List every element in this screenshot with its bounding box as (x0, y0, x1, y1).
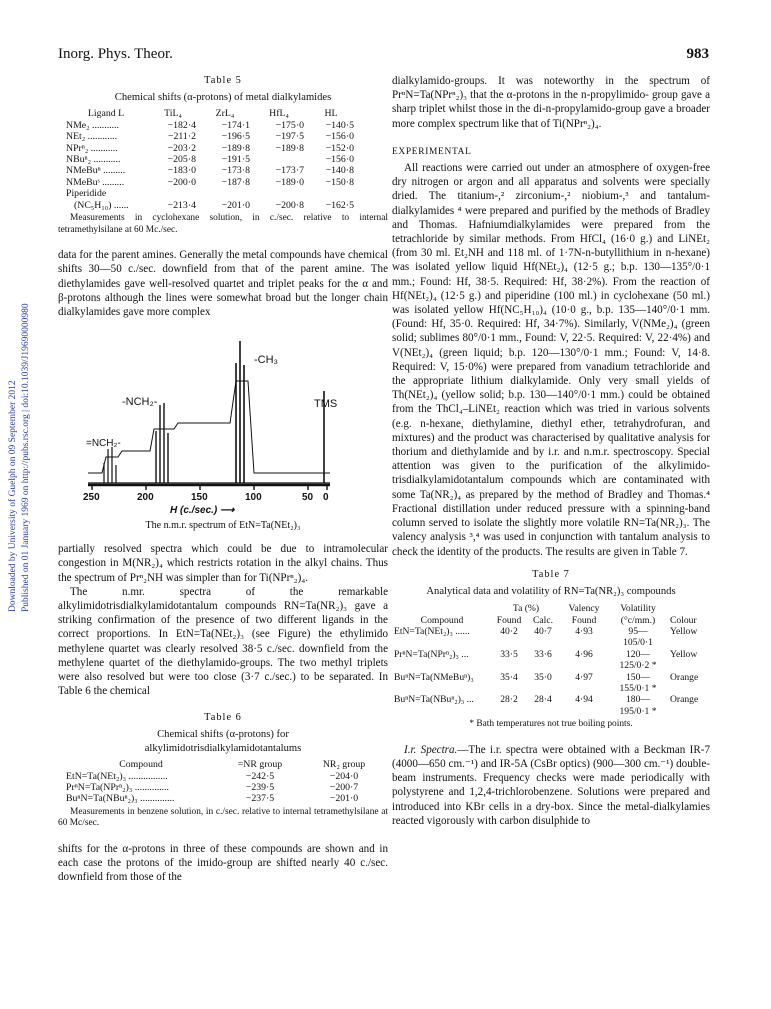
left-paragraph-2: partially resolved spectra which could be due to intramolecular congestion in M(NR₂)₄ which restricts rotation in the alkyl chains. Thus the spectrum of Prⁿ₂NH was simpler than for Ti(NPrⁿ₂)₄. (58, 543, 388, 584)
table-cell (392, 706, 492, 717)
table7-group-ta: Ta (%) (512, 603, 540, 615)
table-cell: NMeBuⁿ ......... (66, 165, 126, 177)
table-cell: −189·8 (221, 142, 250, 154)
table-cell (668, 637, 700, 648)
right-paragraph-3 (392, 743, 710, 828)
table7-col-valency-found: Found (571, 614, 597, 626)
table-cell: −204·0 (329, 770, 359, 782)
table-cell: PrⁿN=Ta(NPrⁿ₂)₃ ... (394, 648, 469, 660)
table7 (392, 603, 700, 717)
table-cell: 95— (628, 625, 648, 637)
table-cell (668, 683, 700, 694)
table-cell (492, 683, 526, 694)
table-row (392, 626, 700, 637)
table-cell (392, 637, 492, 648)
table-cell: NPrⁿ₂ ........... (66, 142, 118, 154)
table-cell: −213·4 (167, 199, 196, 211)
table-cell: 28·2 (500, 694, 518, 706)
figure-caption: The n.m.r. spectrum of EtN=Ta(NEt₂)₃ (145, 520, 301, 532)
table5-note: Measurements in cyclohexane solution, in c./sec. relative to internal tetramethylsilane at 60 Mc./sec. (58, 213, 388, 235)
table-row (64, 143, 356, 154)
table-cell (492, 706, 526, 717)
table5-col-ligand: Ligand L (87, 108, 125, 120)
table-cell: −183·0 (167, 165, 196, 177)
axis-tick: 50 (302, 492, 314, 504)
axis-tick: 100 (245, 492, 262, 504)
table-row (64, 188, 356, 199)
table-cell: BuⁿN=Ta(NBuⁿ₂)₃ ... (394, 694, 474, 706)
table-row (392, 683, 700, 694)
table-cell: −196·5 (221, 131, 250, 143)
table-cell: −173·7 (275, 165, 304, 177)
table-cell: −140·5 (325, 119, 354, 131)
table-cell: NMe₂ ........... (66, 119, 119, 131)
table5 (64, 108, 356, 211)
table-cell (198, 188, 252, 199)
table-cell: 28·4 (534, 694, 552, 706)
table-cell: 105/0·1 (623, 637, 653, 649)
label-nch2: -NCH₂- (122, 396, 158, 409)
table-row (392, 672, 700, 683)
table6-col-nr2: NR₂ group (322, 759, 366, 771)
table-cell: 4·93 (575, 625, 593, 637)
table-cell (252, 188, 306, 199)
table-row (64, 782, 386, 793)
table-cell (492, 637, 526, 648)
table-row (64, 120, 356, 131)
axis-tick: 200 (137, 492, 154, 504)
download-notice-line-1: Downloaded by University of Guelph on 09 September 2012 (8, 380, 18, 612)
table-cell (526, 706, 560, 717)
table7-group-header (392, 603, 700, 614)
axis-unit: H (c./sec.) ⟶ (170, 505, 235, 517)
table-cell: −173·8 (221, 165, 250, 177)
download-notice-line-2[interactable]: Published on 01 January 1969 on http://pubs.rsc.org | doi:10.1039/J19690000980 (21, 303, 31, 612)
right-column (392, 74, 710, 828)
table-cell (526, 637, 560, 648)
table-cell: −200·0 (167, 176, 196, 188)
table-cell: 4·94 (575, 694, 593, 706)
table-cell: −203·2 (167, 142, 196, 154)
table-cell: −201·0 (329, 793, 359, 805)
table6-header-row (64, 759, 386, 770)
nmr-spectrum-svg (58, 323, 388, 533)
table-cell: 195/0·1 * (619, 705, 657, 717)
table-cell: −200·8 (275, 199, 304, 211)
table-row (392, 637, 700, 648)
table-cell: −162·5 (325, 199, 354, 211)
table-cell: −189·0 (275, 176, 304, 188)
table-row (392, 694, 700, 705)
table-cell (560, 706, 608, 717)
table-cell: −205·8 (167, 154, 196, 166)
table-cell: −174·1 (221, 119, 250, 131)
table-row (64, 165, 356, 176)
right-paragraph-1: dialkylamido-groups. It was noteworthy in the spectrum of PrⁿN=Ta(NPrⁿ₂)₃ that the α-protons in the n-propylimido- group gave a sharp triplet whilst those in the di-n-propylamido-group gave a broader more complex spectrum like that of Ti(NPrⁿ₂)₄. (392, 75, 710, 130)
table6-note: Measurements in benzene solution, in c./sec. relative to internal tetramethylsilane at 60 Mc/sec. (58, 806, 388, 829)
table-cell: 35·4 (500, 671, 518, 683)
table-cell: BuⁿN=Ta(NBuⁿ₂)₃ .............. (66, 793, 175, 805)
journal-title: Inorg. Phys. Theor. (58, 46, 173, 62)
page-number: 983 (686, 46, 709, 62)
table5-col-ti: TiL₄ (164, 108, 182, 120)
table6-caption: Chemical shifts (α-protons) for alkylimidotrisdialkylamidotantalums (144, 728, 302, 754)
table-cell: −191·5 (221, 154, 250, 166)
table-cell: BuⁿN=Ta(NMeBuⁿ)₃ (394, 671, 474, 683)
table-row (392, 660, 700, 671)
table-row (392, 706, 700, 717)
table-cell (306, 188, 356, 199)
table-cell: 4·96 (575, 648, 593, 660)
axis-tick: 150 (191, 492, 208, 504)
table-cell (392, 660, 492, 671)
table5-col-hl: HL (324, 108, 338, 120)
table-cell: Orange (670, 671, 699, 683)
table-cell: −187·8 (221, 176, 250, 188)
table-cell: 40·7 (534, 625, 552, 637)
table7-header-row (392, 615, 700, 626)
ir-spectra-text: —The i.r. spectra were obtained with a Beckman IR-7 (4000—650 cm.⁻¹) and IR-5A (CsBr optics) (900—300 cm.⁻¹) double-beam instruments. Frequency checks were made periodically with polystyrene and 1,2,4-trichlorobenzene. Solutions were prepared and introduced into KBr cells in a dry-box. Since the metal-dialkylamies reacted vigorously with carbon disulphide to (392, 743, 711, 827)
table-cell: −200·7 (329, 781, 359, 793)
table7-caption: Analytical data and volatility of RN=Ta(NR₂)₃ compounds (426, 585, 676, 597)
table-row (64, 177, 356, 188)
table7-col-compound: Compound (420, 614, 464, 626)
table-cell: −211·2 (167, 131, 196, 143)
table-cell: NBuⁿ₂ ........... (66, 154, 121, 166)
table-cell: −182·4 (167, 119, 196, 131)
table7-group-valency: Valency (568, 603, 600, 615)
table5-caption: Chemical shifts (α-protons) of metal dialkylamides (114, 92, 332, 104)
table-cell: −201·0 (221, 199, 250, 211)
table-row (64, 793, 386, 804)
left-column (58, 74, 388, 885)
nmr-figure (58, 323, 388, 533)
table-cell: 180— (626, 694, 650, 706)
table-cell: NMeBuˢ ......... (66, 176, 125, 188)
table-cell: Yellow (670, 625, 698, 637)
table7-col-colour: Colour (670, 614, 697, 626)
arrow-right-icon: ⟶ (220, 505, 235, 517)
table-cell (560, 637, 608, 648)
left-paragraph-4: shifts for the α-protons in three of these compounds are shown and in each case the protons of the imido-group are shifted nearly 40 c./sec. downfield from those of the (58, 842, 388, 884)
table-cell (392, 683, 492, 694)
table-row (64, 154, 356, 165)
table-cell: −140·8 (325, 165, 354, 177)
table-cell: −156·0 (325, 131, 354, 143)
table6-title: Table 6 (204, 711, 242, 723)
table-cell (526, 683, 560, 694)
download-notice (4, 260, 38, 620)
table6-col-compound: Compound (119, 759, 163, 771)
table7-group-volatility: Volatility (620, 603, 656, 615)
label-tms: TMS (314, 398, 338, 411)
table-cell: NEt₂ ............ (66, 131, 118, 143)
table-cell: −156·0 (325, 154, 354, 166)
table-cell: 120— (626, 648, 650, 660)
table6-col-nr: =NR group (237, 759, 283, 771)
table-cell: −189·8 (275, 142, 304, 154)
table-row (64, 131, 356, 142)
table5-title: Table 5 (204, 75, 242, 86)
ir-spectra-heading: I.r. Spectra. (404, 743, 458, 756)
table-cell (526, 660, 560, 671)
table-cell: −239·5 (245, 781, 275, 793)
table-cell: −197·5 (275, 131, 304, 143)
table-cell: EtN=Ta(NEt₂)₃ ................ (66, 770, 168, 782)
table5-col-hf: HfL₄ (269, 108, 289, 120)
table5-col-zr: ZrL₄ (215, 108, 235, 120)
table-cell: −152·0 (325, 142, 354, 154)
table-cell: 33·6 (534, 648, 552, 660)
table-row (392, 649, 700, 660)
table-row (64, 771, 386, 782)
table-cell: 125/0·2 * (619, 660, 657, 672)
table-cell: Piperidide (66, 188, 107, 200)
right-paragraph-2: All reactions were carried out under an atmosphere of oxygen-free dry nitrogen or argon and all apparatus and solvents were specially dried. The titanium-,² zirconium-,² niobium-,³ and tantalum-dialkylamides ⁴ were prepared and purified by the methods of Bradley and Thomas. Hafniumdialkylamides were prepared from the tetrachloride by similar methods. From HfCl₄ (16·0 g.) and LiNEt₂ (from 30 ml. Et₂NH and 118 ml. of 1·7N-n-butyllithium in n-hexane) was isolated yellow liquid Hf(NEt₂)₄ (12·5 g.; b.p. 130—135°/0·1 mm.; Found: Hf, 38·5. Required: Hf, 38·2%). From the reaction of Hf(NEt₂)₄ (12·5 g.) and piperidine (100 ml.) in cyclohexane (50 ml.) was isolated yellow Hf(NC₅H₁₀)₄ (10·0 g., b.p. 135—140°/0·1 mm. (Found: Hf, 35·0. Required: Hf, 34·7%). Similarly, V(NMe₂)₄ (green solid; sublimes 80°/0·1 mm., Found: V, 22·5. Required: V, 22·4%) and V(NEt₂)₄ (green liquid; b.p. 120—130°/0·1 mm.; Found: V, 14·8. Required: V, 15·0%) were prepared from vanadium tetrachloride and the appropriate lithium dialkylamide. Only very small yields of Th(NEt₂)₄ (yellow solid; b.p. 130—140°/0·1 mm.) could be obtained from the ThCl₄–LiNEt₂ reaction which was tried in various solvents (e.g. n-hexane, diethylamine, diethyl ether, tetrahydrofuran, and mixtures) and the product was characterised by qualitative analysis for thorium and diethylamide and by i.r. and n.m.r. spectroscopy. Special attention was given to the purification of the alkylimido-trisdialkylamidotantalum compounds which are contaminated with some Ta(NR₂)₄ as prepared by the method of Bradley and Thomas.⁴ Fractional distillation under reduced pressure with a spinning-band column served to isolate the slightly more volatile RN=Ta(NR₂)₃. The valency analysis ³,⁴ was used in conjunction with tantalum analysis to check the identity of the products. The results are given in Table 7. (392, 162, 710, 558)
table-cell: −150·8 (325, 176, 354, 188)
table-cell (560, 660, 608, 671)
label-ch3: -CH₃ (254, 354, 279, 367)
table-row (64, 200, 356, 211)
table5-header-row (64, 108, 356, 119)
table-cell: EtN=Ta(NEt₂)₃ ...... (394, 625, 470, 637)
table7-col-calc: Calc. (533, 614, 553, 626)
table-cell: PrⁿN=Ta(NPrⁿ₂)₃ .............. (66, 781, 170, 793)
table-cell (148, 188, 198, 199)
table-cell: −237·5 (245, 793, 275, 805)
table-cell (252, 154, 306, 165)
table-cell (560, 683, 608, 694)
table7-col-found: Found (496, 614, 522, 626)
table-cell: (NC₅H₁₀) ...... (74, 199, 129, 211)
table-cell: 150— (626, 671, 650, 683)
table-cell: Orange (670, 694, 699, 706)
table-cell: 35·0 (534, 671, 552, 683)
table-cell: 33·5 (500, 648, 518, 660)
experimental-heading: EXPERIMENTAL (392, 146, 472, 157)
left-paragraph-1: data for the parent amines. Generally the metal compounds have chemical shifts 30—50 c./sec. downfield from that of the parent amine. The diethylamides gave well-resolved quartet and triplet peaks for the α and β-protons although the lines were somewhat broad but the longer chain dialkylamides gave more complex (58, 249, 388, 319)
axis-tick: 0 (323, 492, 329, 504)
table7-note: * Bath temperatures not true boiling points. (469, 719, 633, 730)
table-cell: −175·0 (275, 119, 304, 131)
table7-col-volatility: (°c/mm.) (620, 614, 656, 626)
axis-tick: 250 (83, 492, 100, 504)
table-cell (492, 660, 526, 671)
table-cell: 4·97 (575, 671, 593, 683)
table-cell: −242·5 (245, 770, 275, 782)
table6 (64, 759, 386, 805)
table-cell (668, 660, 700, 671)
table-cell: Yellow (670, 648, 698, 660)
table-cell (668, 706, 700, 717)
left-paragraph-3: The n.mr. spectra of the remarkable alkylimidotrisdialkylamidotantalum compounds RN=Ta(NR₂)₃ gave a striking confirmation of the presence of two different ligands in the correct proportions. In EtN=Ta(NEt₂)₃ (see Figure) the ethylimido methylene quartet was clearly resolved 38·5 c./sec. downfield from the methylene quartet of the diethylamido-groups. The two methyl triplets were also resolved but were too close (3·7 c./sec.) to be separated. In Table 6 the chemical (58, 585, 388, 698)
label-eq-nch2: =NCH₂- (86, 438, 121, 450)
table7-title: Table 7 (532, 568, 570, 580)
table-cell: 155/0·1 * (619, 682, 657, 694)
table-cell: 40·2 (500, 625, 518, 637)
